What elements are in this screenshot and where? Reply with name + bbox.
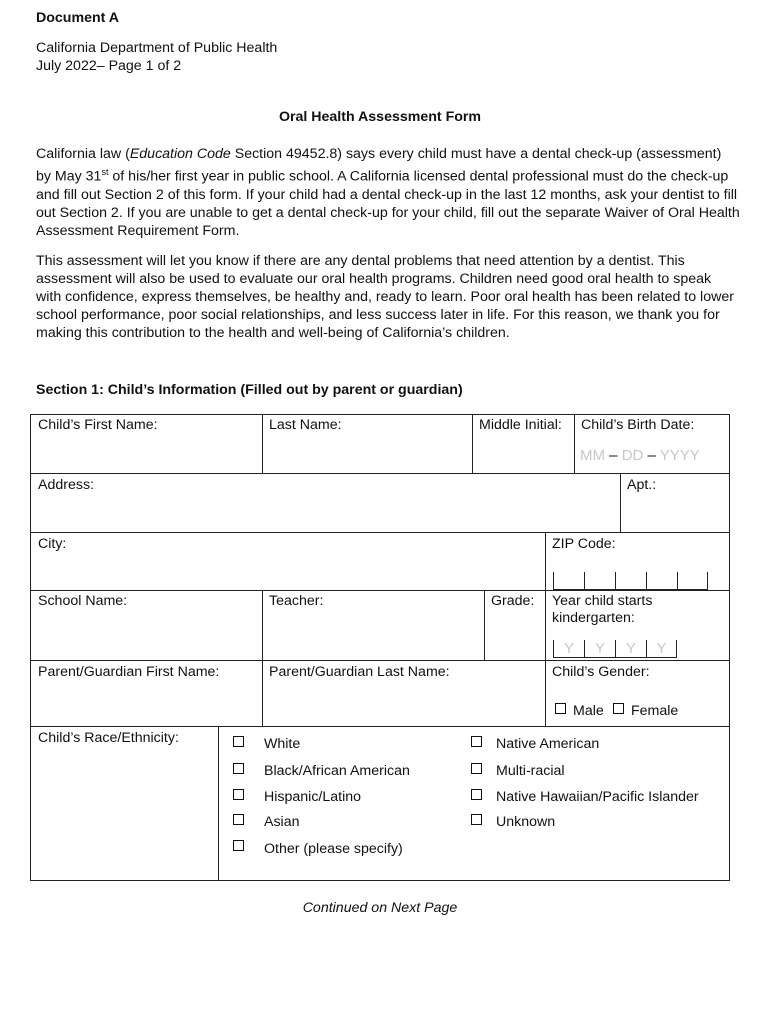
race-checkbox[interactable] <box>471 736 482 747</box>
continued-note: Continued on Next Page <box>302 900 458 916</box>
teacher-field[interactable]: Teacher: <box>269 593 324 609</box>
intro-paragraph-1: California law (Education Code Section 49452.8) says every child must have a dental check-up (assessment) by May 31st of his/her first year in public school. A California licensed dental professional must do the check-up and fill out Section 2 of this form. If your child had a dental check-up in the last 12 months, ask your dentist to fill out Section 2. If you are unable to get a dental check-up for your child, fill out the separate Waiver of Oral Health Assessment Requirement Form. <box>36 146 740 239</box>
race-option-label: Asian <box>264 814 300 830</box>
city-field[interactable]: City: <box>38 536 67 552</box>
address-field[interactable]: Address: <box>38 477 94 493</box>
race-ethnicity-label: Child’s Race/Ethnicity: <box>38 730 179 746</box>
birth-date-field[interactable]: Child’s Birth Date: <box>581 417 695 433</box>
race-option-label: Other (please specify) <box>264 841 403 857</box>
gender-label: Child’s Gender: <box>552 664 650 680</box>
race-option-label: Unknown <box>496 814 556 830</box>
page-title: Oral Health Assessment Form <box>278 109 482 125</box>
race-checkbox[interactable] <box>233 814 244 825</box>
middle-initial-field[interactable]: Middle Initial: <box>479 417 562 433</box>
race-checkbox[interactable] <box>471 789 482 800</box>
last-name-field[interactable]: Last Name: <box>269 417 342 433</box>
male-label: Male <box>573 703 604 719</box>
kindergarten-year-field[interactable]: Year child starts kindergarten: <box>552 593 653 626</box>
race-option-label: Hispanic/Latino <box>264 789 362 805</box>
race-option-label: White <box>264 736 301 752</box>
school-name-field[interactable]: School Name: <box>38 593 128 609</box>
zip-field[interactable]: ZIP Code: <box>552 536 616 552</box>
date-page: July 2022– Page 1 of 2 <box>36 58 182 74</box>
guardian-last-name-field[interactable]: Parent/Guardian Last Name: <box>269 664 450 680</box>
female-checkbox[interactable] <box>613 703 624 714</box>
zip-digit-boxes[interactable] <box>553 572 708 590</box>
guardian-first-name-field[interactable]: Parent/Guardian First Name: <box>38 664 220 680</box>
race-checkbox[interactable] <box>233 789 244 800</box>
race-checkbox[interactable] <box>233 736 244 747</box>
race-option-label: Multi-racial <box>496 763 565 779</box>
kindergarten-year-boxes[interactable]: Y Y Y Y <box>553 640 677 658</box>
document-label: Document A <box>36 10 120 26</box>
section1-heading: Section 1: Child’s Information (Filled out by parent or guardian) <box>36 382 463 398</box>
first-name-field[interactable]: Child’s First Name: <box>38 417 158 433</box>
race-option-label: Native American <box>496 736 600 752</box>
race-checkbox[interactable] <box>233 763 244 774</box>
race-checkbox[interactable] <box>471 814 482 825</box>
race-checkbox[interactable] <box>471 763 482 774</box>
male-checkbox[interactable] <box>555 703 566 714</box>
grade-field[interactable]: Grade: <box>491 593 535 609</box>
intro-paragraph-2: This assessment will let you know if there are any dental problems that need attention by a dentist. This assessment will also be used to evaluate our oral health programs. Children need good oral health to speak with confidence, express themselves, be healthy and, ready to learn. Poor oral health has been related to lower school performance, poor social relationships, and less success later in life. For this reason, we thank you for making this contribution to the health and well-being of California’s children. <box>36 253 734 341</box>
race-checkbox[interactable] <box>233 840 244 851</box>
race-option-label: Black/African American <box>264 763 410 779</box>
female-label: Female <box>631 703 679 719</box>
department-name: California Department of Public Health <box>36 40 278 56</box>
birth-date-placeholder: MM – DD – YYYY <box>580 447 700 464</box>
race-option-label: Native Hawaiian/Pacific Islander <box>496 789 699 805</box>
apt-field[interactable]: Apt.: <box>627 477 657 493</box>
